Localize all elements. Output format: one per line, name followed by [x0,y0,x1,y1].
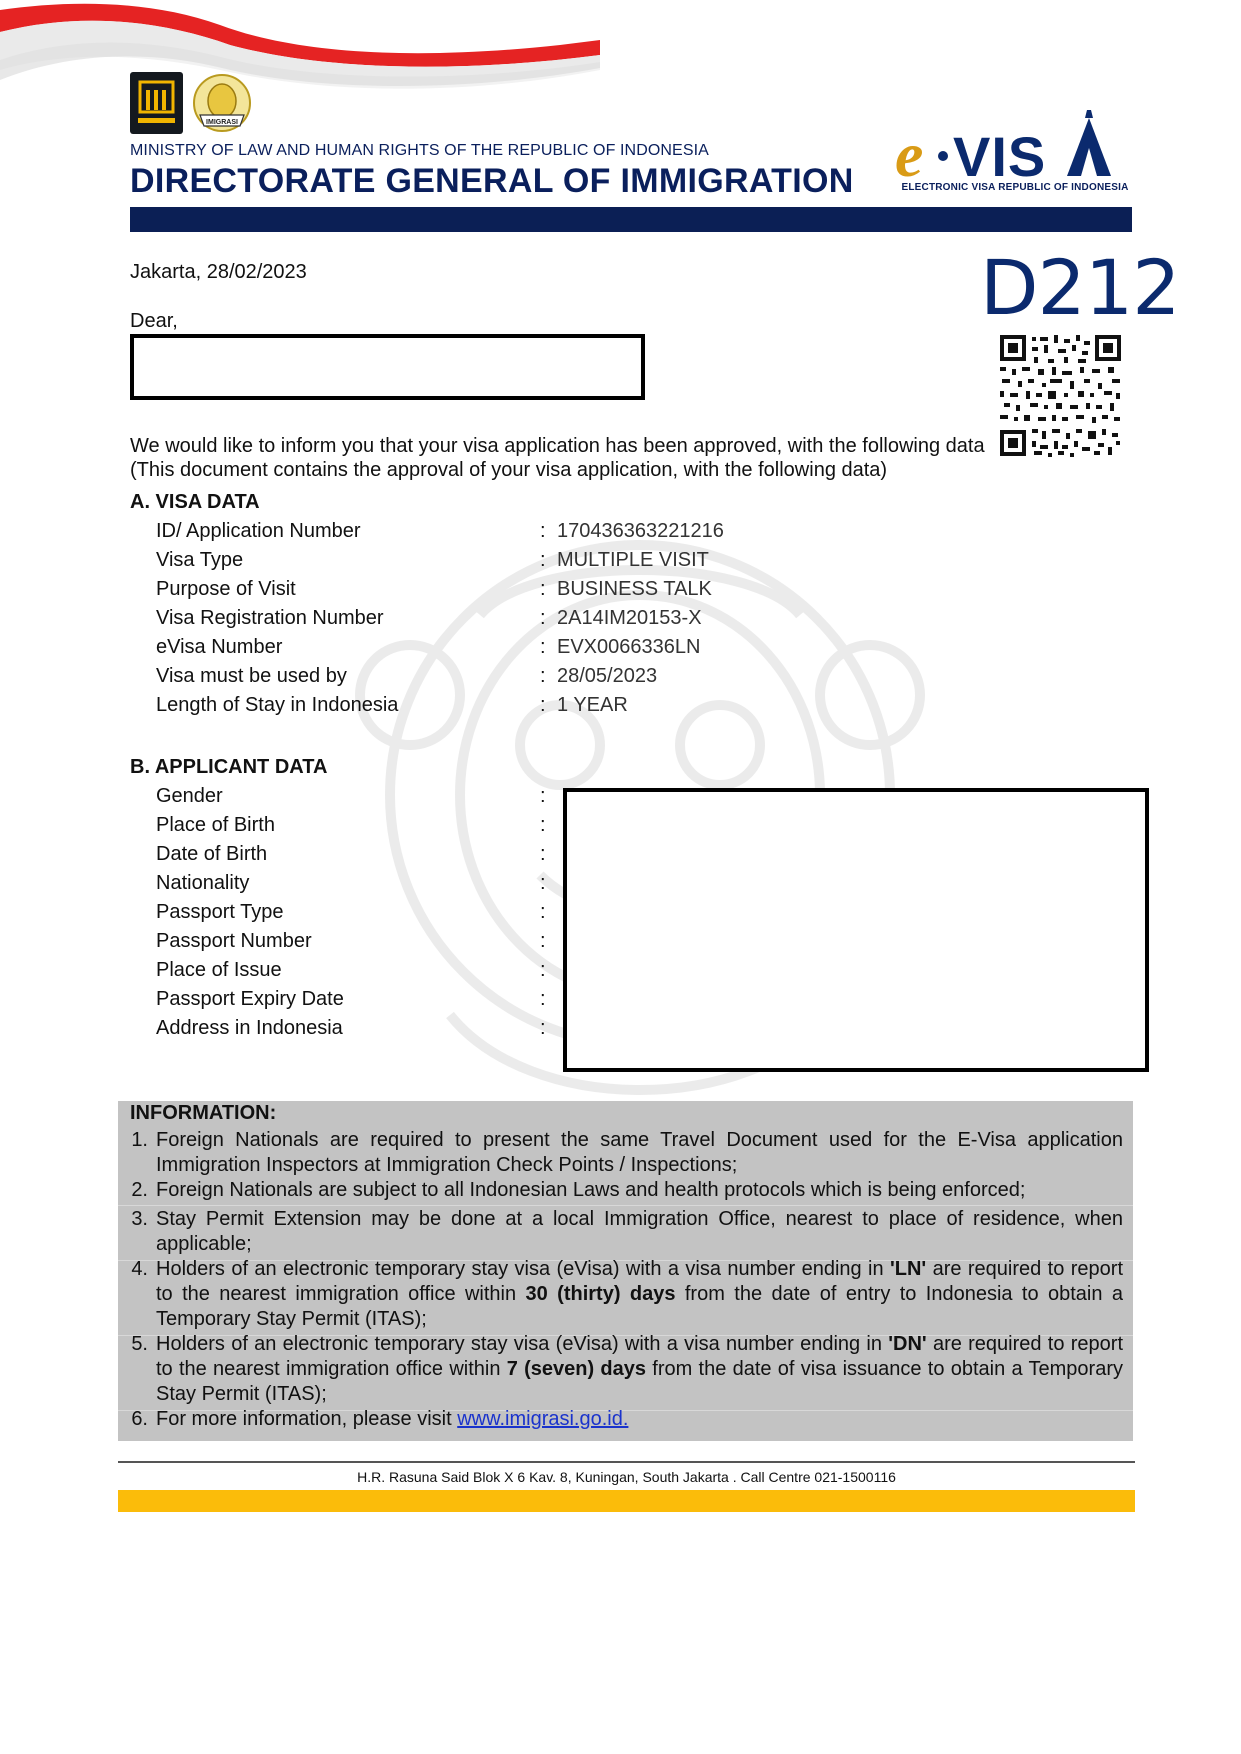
applicant-row-colon: : [540,1017,546,1039]
applicant-row-label: Place of Issue [156,959,282,981]
intro-line-2: (This document contains the approval of your visa application, with the following data) [130,459,888,481]
visa-use-by-value: 28/05/2023 [557,665,658,687]
info-item-text: Foreign Nationals are required to present the same Travel Document used for the E-Visa application Immigration Inspectors at Immigration Check Points / Inspections; [156,1129,1123,1176]
redacted-applicant-box [563,788,1149,1072]
visa-row-colon: : [540,636,546,658]
info-item-number: 5. [131,1333,148,1355]
svg-text:e: e [895,119,924,190]
length-of-stay-value: 1 YEAR [557,694,628,716]
visa-row-label: Length of Stay in Indonesia [156,694,399,716]
visa-type-value: MULTIPLE VISIT [557,549,709,571]
ministry-name: MINISTRY OF LAW AND HUMAN RIGHTS OF THE REPUBLIC OF INDONESIA [130,142,709,159]
salutation: Dear, [130,310,178,332]
applicant-row-label: Address in Indonesia [156,1017,343,1039]
applicant-row-label: Passport Number [156,930,312,952]
info-divider [118,1205,1133,1206]
info-item-text: Stay Permit Extension may be done at a local Immigration Office, nearest to place of residence, when applicable; [156,1208,1123,1255]
intro-line-1: We would like to inform you that your visa application has been approved, with the following data [130,435,985,457]
footer-bar [118,1490,1135,1512]
footer-address: H.R. Rasuna Said Blok X 6 Kav. 8, Kuningan, South Jakarta . Call Centre 021-1500116 [357,1469,896,1485]
applicant-row-colon: : [540,843,546,865]
visa-row-label: Visa Registration Number [156,607,384,629]
evisa-number-value: EVX0066336LN [557,636,701,658]
visa-code: D212 [980,243,1180,332]
qr-code-icon [998,333,1123,458]
visa-row-label: Visa must be used by [156,665,347,687]
applicant-row-colon: : [540,959,546,981]
visa-row-colon: : [540,694,546,716]
visa-row-colon: : [540,607,546,629]
applicant-row-label: Passport Type [156,901,284,923]
visa-row-colon: : [540,549,546,571]
info-item-text: Foreign Nationals are subject to all Indonesian Laws and health protocols which is being enforced; [156,1179,1026,1201]
info-item-number: 4. [131,1258,148,1280]
date-line: Jakarta, 28/02/2023 [130,261,307,283]
information-title: INFORMATION: [130,1102,277,1124]
footer-divider [118,1461,1135,1463]
applicant-row-label: Place of Birth [156,814,275,836]
applicant-data-title: B. APPLICANT DATA [130,756,328,778]
applicant-row-label: Gender [156,785,223,807]
visa-row-colon: : [540,665,546,687]
redacted-name-box [130,334,645,400]
visa-data-title: A. VISA DATA [130,491,260,513]
visa-row-label: Purpose of Visit [156,578,296,600]
visa-registration-number-value: 2A14IM20153-X [557,607,702,629]
flag-ribbon [0,0,600,110]
imigrasi-website-link[interactable]: www.imigrasi.go.id. [457,1408,629,1430]
applicant-row-colon: : [540,988,546,1010]
info-item-number: 3. [131,1208,148,1230]
evisa-logo-subtitle: ELECTRONIC VISA REPUBLIC OF INDONESIA [901,182,1129,193]
visa-row-colon: : [540,578,546,600]
imigrasi-emblem-icon [188,70,256,136]
applicant-row-colon: : [540,872,546,894]
applicant-row-label: Date of Birth [156,843,268,865]
svg-text:VIS: VIS [953,125,1047,188]
applicant-row-colon: : [540,814,546,836]
visa-row-colon: : [540,520,546,542]
purpose-of-visit-value: BUSINESS TALK [557,578,712,600]
applicant-row-colon: : [540,930,546,952]
directorate-title: DIRECTORATE GENERAL OF IMMIGRATION [130,162,854,200]
info-item-number: 6. [131,1408,148,1430]
info-item-text: Holders of an electronic temporary stay visa (eVisa) with a visa number ending in 'DN' are required to report to the nearest immigration office within 7 (seven) days from the date of visa issuance to obtain a Temporary Stay Permit (ITAS); [156,1333,1124,1405]
header-bar [130,207,1132,232]
info-item-number: 2. [131,1179,148,1201]
application-number-value: 170436363221216 [557,520,724,542]
applicant-row-colon: : [540,785,546,807]
visa-row-label: ID/ Application Number [156,520,361,542]
applicant-row-label: Nationality [156,872,250,894]
imigrasi-emblem-text: IMIGRASI [206,119,238,126]
applicant-row-label: Passport Expiry Date [156,988,344,1010]
visa-row-label: Visa Type [156,549,244,571]
ministry-emblem-icon [130,72,183,134]
info-item-text: For more information, please visit www.imigrasi.go.id. [156,1408,629,1430]
info-item-number: 1. [131,1129,148,1151]
applicant-row-colon: : [540,901,546,923]
visa-row-label: eVisa Number [156,636,283,658]
info-item-text: Holders of an electronic temporary stay visa (eVisa) with a visa number ending in 'LN' are required to report to the nearest immigration office within 30 (thirty) days from the date of entry to Indonesia to obtain a Temporary Stay Permit (ITAS); [156,1258,1124,1330]
